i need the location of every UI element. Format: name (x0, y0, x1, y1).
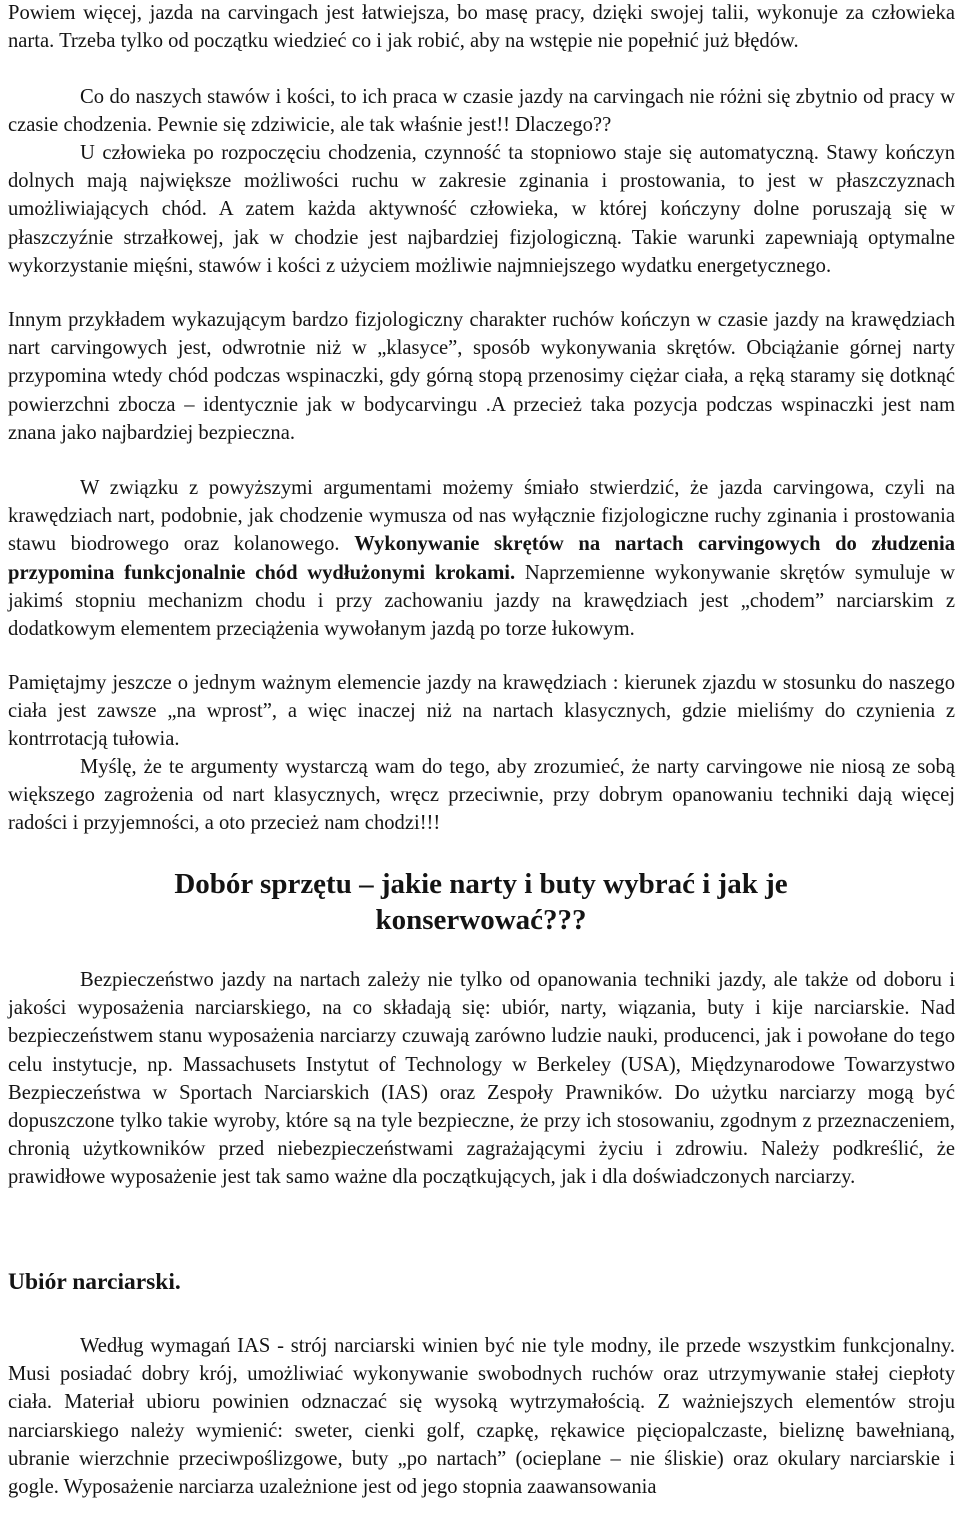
section-heading (60, 866, 902, 938)
paragraph-5 (8, 474, 955, 643)
paragraph-5-bold: Wykonywanie skrętów na nartach carvingowych do złudzenia przypomina funkcjonalnie chód wydłużonymi krokami. (8, 533, 955, 584)
paragraph-1: Powiem więcej, jazda na carvingach jest łatwiejsza, bo masę pracy, dzięki swojej talii, wykonuje za człowieka narta. Trzeba tylko od początku wiedzieć co i jak robić, aby na wstępie nie popełnić już błędów. (8, 2, 955, 53)
section-heading-line-1: Dobór sprzętu – jakie narty i buty wybrać i jak je (174, 868, 788, 900)
subheading: Ubiór narciarski. (8, 1269, 181, 1295)
paragraph-3: U człowieka po rozpoczęciu chodzenia, czynność ta stopniowo staje się automatyczną. Stawy kończyn dolnych mają największe możliwości ruchu w zakresie zginania i prostowania, to jest w płaszczyznach umożliwiających chód. A zatem każda aktywność człowieka, w której kończyny dolne poruszają się w płaszczyźnie strzałkowej, jak w chodzie jest najbardziej fizjologiczną. Takie warunki zapewniają optymalne wykorzystanie mięśni, stawów i kości z użyciem możliwie najmniejszego wydatku energetycznego. (8, 142, 955, 277)
paragraph-8: Bezpieczeństwo jazdy na nartach zależy nie tylko od opanowania techniki jazdy, ale także od doboru i jakości wyposażenia narciarskiego, na co składają się: ubiór, narty, wiązania, buty i kije narciarskie. Nad bezpieczeństwem stanu wyposażenia narciarzy czuwają zarówno ludzie nauki, producenci, jak i powołane do tego celu instytucje, np. Massachusets Instytut of Technology w Berkeley (USA), Międzynarodowe Towarzystwo Bezpieczeństwa w Sportach Narciarskich (IAS) oraz Zespoły Prawników. Do użytku narciarzy mogą być dopuszczone tylko takie wyroby, które są na tyle bezpieczne, że przy ich stosowaniu, zgodnym z przeznaczeniem, chronią użytkowników przed niebezpieczeństwami zagrażającymi życiu i zdrowiu. Należy podkreślić, że prawidłowe wyposażenie jest tak samo ważne dla początkujących, jak i dla doświadczonych narciarzy. (8, 969, 955, 1189)
paragraph-4: Innym przykładem wykazującym bardzo fizjologiczny charakter ruchów kończyn w czasie jazdy na krawędziach nart carvingowych jest, odwrotnie niż w „klasyce”, sposób wykonywania skrętów. Obciążanie górnej narty przypomina wtedy chód podczas wspinaczki, gdy górną stopą przenosimy ciężar ciała, a ręką staramy się dotknąć powierzchni zbocza – identycznie jak w bodycarvingu .A przecież taka pozycja podczas wspinaczki jest nam znana jako najbardziej bezpieczna. (8, 309, 955, 444)
paragraph-5-text-b: Naprzemienne wykonywanie skrętów symuluje w jakimś stopniu mechanizm chodu i przy zachowaniu jazdy na krawędziach jest „chodem” narciarskim z dodatkowym elementem przeciążenia wywołanym jazdą po torze łukowym. (8, 561, 955, 641)
paragraph-9: Według wymagań IAS - strój narciarski winien być nie tyle modny, ile przede wszystkim funkcjonalny. Musi posiadać dobry krój, umożliwiać wykonywanie swobodnych ruchów oraz utrzymywanie stałej ciepłoty ciała. Materiał ubioru powinien odznaczać się wysoką wytrzymałością. Z ważniejszych elementów stroju narciarskiego należy wymienić: sweter, cienki golf, czapkę, rękawice pięciopalczaste, bieliznę bawełnianą, ubranie wierzchnie przeciwpoślizgowe, buty „po nartach” (ocieplane – nie śliskie) oraz okulary narciarskie i gogle. Wyposażenie narciarza uzależnione jest od jego stopnia zaawansowania (8, 1335, 955, 1499)
paragraph-5-text-a: W związku z powyższymi argumentami możemy śmiało stwierdzić, że jazda carvingowa, czyli na krawędziach nart, podobnie, jak chodzenie wymusza od nas wyłącznie fizjologiczne ruchy zginania i prostowania stawu biodrowego oraz kolanowego. (8, 477, 955, 556)
section-heading-line-2: konserwować??? (375, 904, 587, 936)
paragraph-7: Myślę, że te argumenty wystarczą wam do tego, aby zrozumieć, że narty carvingowe nie niosą ze sobą większego zagrożenia od nart klasycznych, wręcz przeciwnie, przy dobrym opanowaniu techniki dają więcej radości i przyjemności, a oto przecież nam chodzi!!! (8, 756, 955, 835)
paragraph-2: Co do naszych stawów i kości, to ich praca w czasie jazdy na carvingach nie różni się zbytnio od pracy w czasie chodzenia. Pewnie się zdziwicie, ale tak właśnie jest!! Dlaczego?? (8, 86, 955, 137)
paragraph-6: Pamiętajmy jeszcze o jednym ważnym elemencie jazdy na krawędziach : kierunek zjazdu w stosunku do naszego ciała jest zawsze „na wprost”, a więc inaczej niż na nartach klasycznych, gdzie mieliśmy do czynienia z kontrrotacją tułowia. (8, 672, 955, 751)
